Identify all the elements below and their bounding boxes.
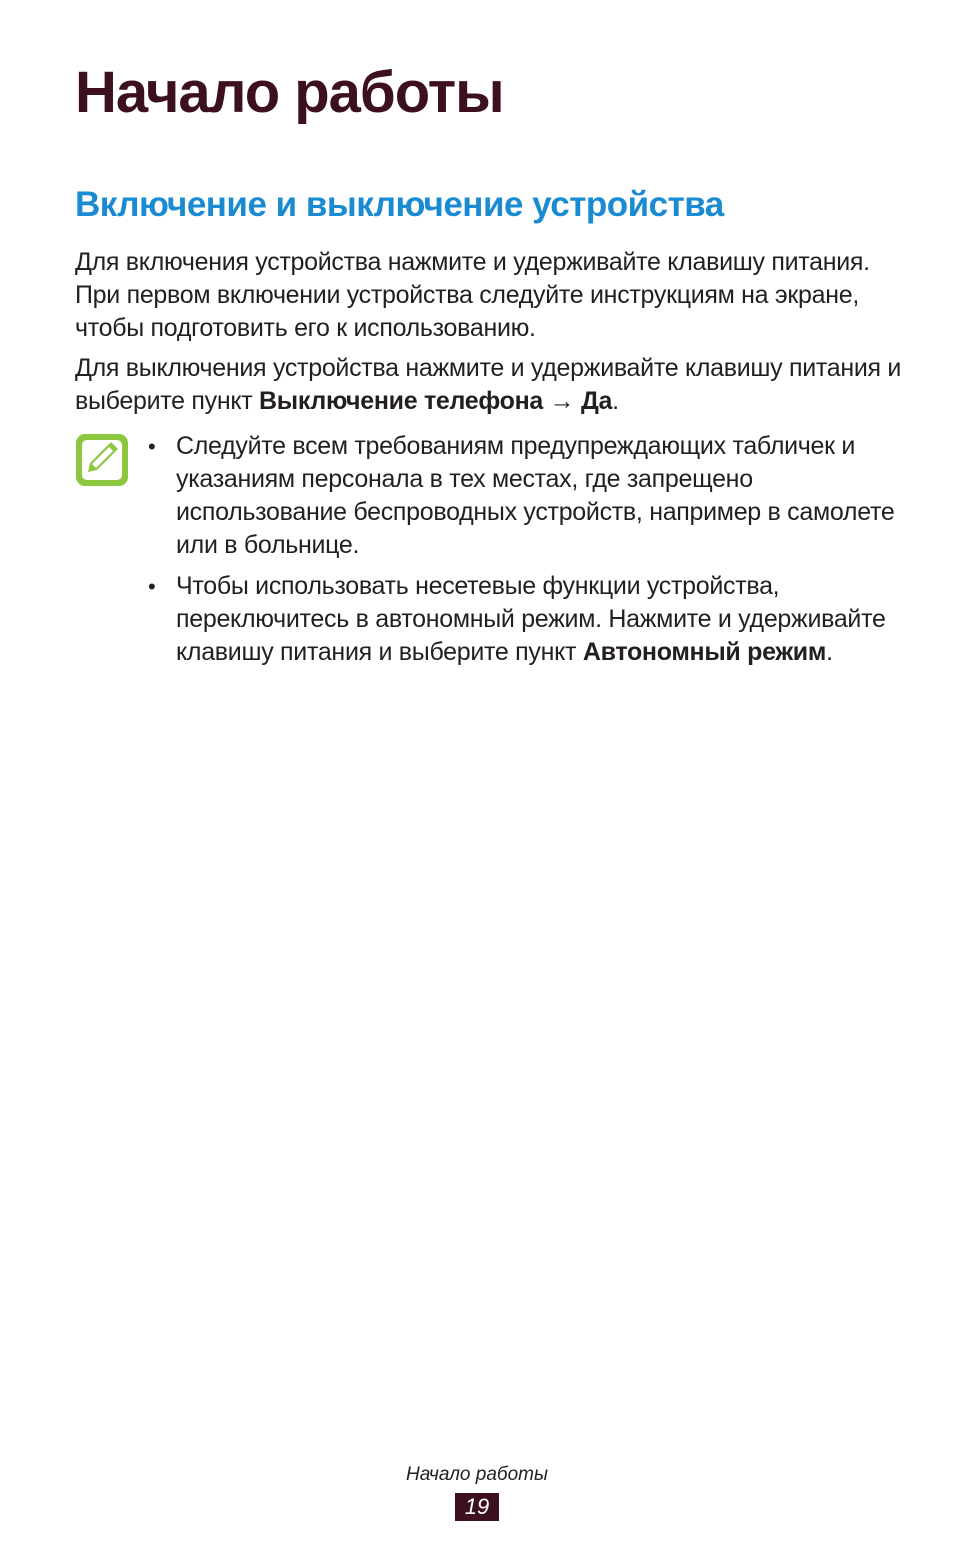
section-title: Включение и выключение устройства — [75, 185, 724, 224]
paragraph-power-off — [75, 352, 905, 418]
arrow-separator: → — [543, 387, 582, 415]
paragraph-power-off-text: Для выключения устройства нажмите и удерживайте клавишу питания и выберите пункт — [75, 354, 902, 415]
note-item-text: Следуйте всем требованиям предупреждающих табличек и указаниям персонала в тех местах, где запрещено использование беспроводных устройств, например в самолете или в больнице. — [176, 432, 895, 559]
note-list — [140, 430, 900, 677]
page-number: 19 — [455, 1493, 499, 1521]
note-item — [140, 430, 900, 562]
footer-chapter-label: Начало работы — [406, 1464, 548, 1485]
period: . — [826, 638, 833, 666]
bullet: • — [148, 574, 156, 599]
menu-item-power-off: Выключение телефона — [259, 387, 544, 415]
bullet: • — [148, 434, 156, 459]
period: . — [612, 387, 619, 415]
note-pencil-icon — [74, 432, 130, 488]
paragraph-power-on: Для включения устройства нажмите и удерживайте клавишу питания. При первом включении устройства следуйте инструкциям на экране, чтобы подготовить его к использованию. — [75, 248, 870, 342]
note-item-text: Чтобы использовать несетевые функции устройства, переключитесь в автономный режим. Нажмите и удерживайте клавишу питания и выберите пункт — [176, 572, 886, 666]
note-item — [140, 570, 900, 669]
chapter-title: Начало работы — [75, 60, 504, 125]
menu-item-airplane-mode: Автономный режим — [582, 638, 827, 666]
menu-item-yes: Да — [581, 387, 613, 415]
